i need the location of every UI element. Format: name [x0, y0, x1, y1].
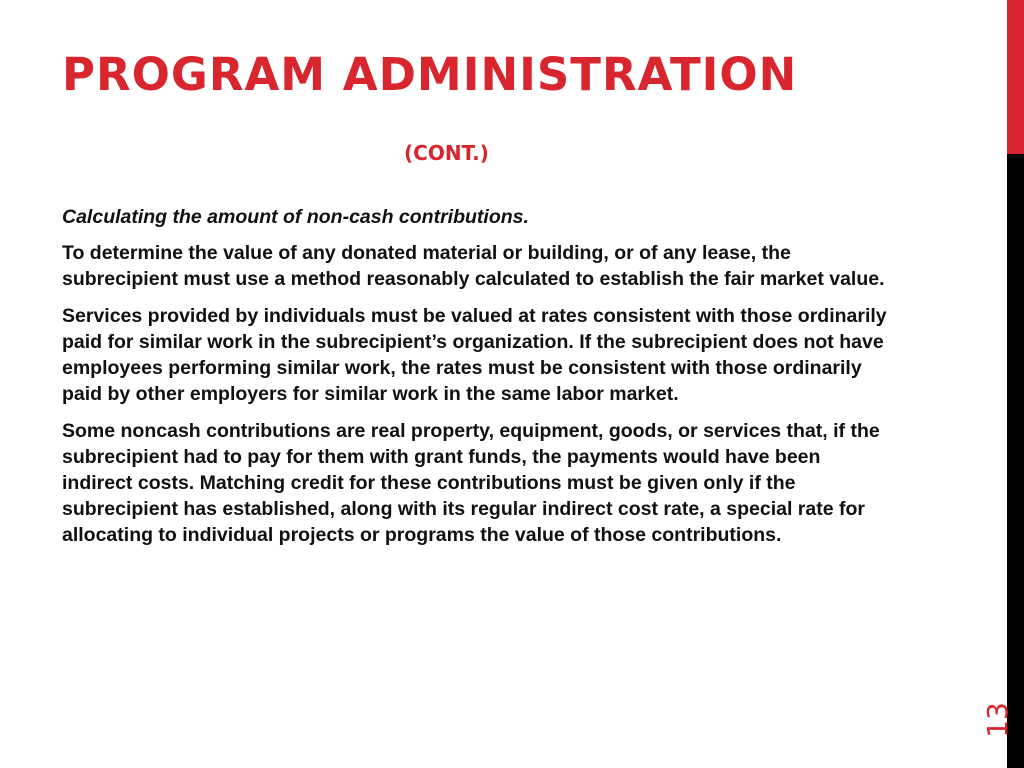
slide-body	[62, 204, 892, 559]
sidebar-black-band	[1007, 154, 1024, 768]
body-paragraph-fair-market-value: To determine the value of any donated material or building, or of any lease, the subrecipient must use a method reasonably calculated to establish the fair market value.	[62, 242, 885, 290]
body-lead-paragraph: Calculating the amount of non-cash contributions.	[62, 206, 529, 228]
sidebar-red-band	[1007, 0, 1024, 154]
body-paragraph-services: Services provided by individuals must be valued at rates consistent with those ordinarily paid for similar work in the subrecipient’s organization. If the subrecipient does not have employees performing similar work, the rates must be consistent with those ordinarily paid by other employers for similar work in the same labor market.	[62, 305, 887, 405]
slide-title: PROGRAM ADMINISTRATION	[62, 48, 798, 101]
slide-subtitle: (CONT.)	[404, 141, 489, 165]
body-paragraph-noncash: Some noncash contributions are real property, equipment, goods, or services that, if the subrecipient had to pay for them with grant funds, the payments would have been indirect costs. Matching credit for these contributions must be given only if the subrecipient has established, along with its regular indirect cost rate, a special rate for allocating to individual projects or programs the value of those contributions.	[62, 420, 880, 546]
page-number: 13	[981, 702, 1014, 738]
sidebar-accent-bar	[1007, 0, 1024, 768]
